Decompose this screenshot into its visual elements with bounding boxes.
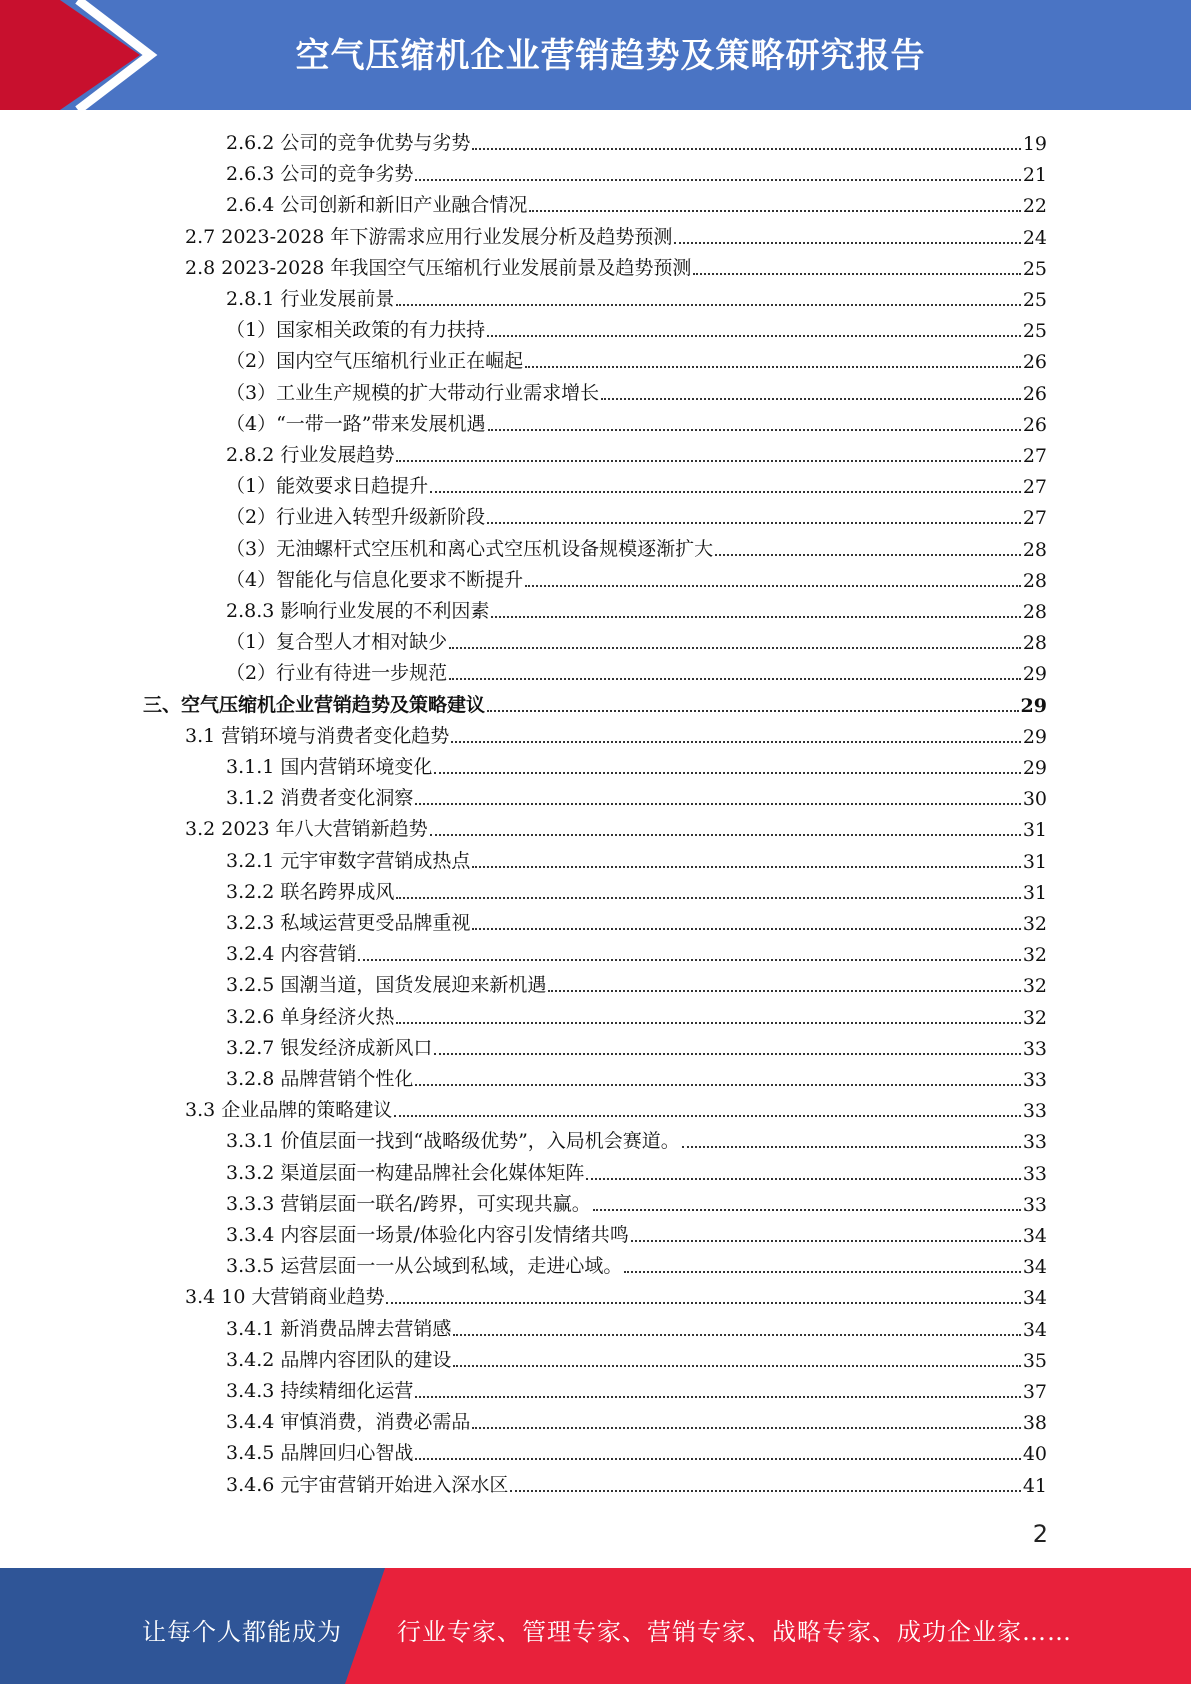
toc-entry[interactable] — [226, 657, 1047, 685]
toc-dot-leader — [434, 772, 1020, 774]
toc-entry-label: （3）无油螺杆式空压机和离心式空压机设备规模逐渐扩大 — [226, 537, 714, 560]
toc-entry[interactable] — [226, 408, 1047, 436]
toc-entry-page: 27 — [1022, 507, 1047, 530]
toc-dot-leader — [510, 1490, 1020, 1492]
toc-dot-leader — [525, 585, 1021, 587]
toc-entry-page: 29 — [1022, 663, 1047, 686]
toc-entry-page: 25 — [1022, 320, 1047, 343]
toc-entry[interactable] — [185, 1094, 1047, 1122]
toc-entry-label: 2.8.1 行业发展前景 — [226, 288, 395, 310]
toc-entry[interactable] — [226, 782, 1047, 810]
toc-entry-page: 38 — [1022, 1412, 1047, 1435]
toc-dot-leader — [415, 1396, 1020, 1398]
toc-entry-label: 3.2.7 银发经济成新风口 — [226, 1036, 433, 1059]
toc-dot-leader — [415, 1458, 1020, 1460]
toc-entry-label: 3.3.2 渠道层面一构建品牌社会化媒体矩阵 — [226, 1161, 585, 1184]
page-footer — [0, 1568, 1191, 1684]
toc-entry-label: 3.4.2 品牌内容团队的建设 — [226, 1348, 452, 1371]
toc-dot-leader — [358, 959, 1020, 961]
toc-dot-leader — [472, 1427, 1020, 1429]
toc-dot-leader — [430, 834, 1021, 836]
toc-dot-leader — [601, 398, 1021, 400]
toc-dot-leader — [415, 803, 1020, 805]
toc-dot-leader — [624, 1271, 1020, 1273]
toc-dot-leader — [394, 1115, 1021, 1117]
toc-entry-label: （1）国家相关政策的有力扶持 — [226, 319, 486, 342]
toc-entry-page: 32 — [1022, 1006, 1047, 1029]
toc-entry-label: （1）能效要求日趋提升 — [226, 475, 429, 498]
toc-entry-label: （4）智能化与信息化要求不断提升 — [226, 568, 524, 591]
toc-dot-leader — [472, 866, 1020, 868]
toc-entry-page: 33 — [1022, 1037, 1047, 1060]
toc-entry[interactable] — [226, 1375, 1047, 1403]
toc-entry-label: 2.8.2 行业发展趋势 — [226, 444, 395, 466]
toc-entry-label: 2.6.3 公司的竞争劣势 — [226, 163, 414, 186]
toc-entry-page: 31 — [1022, 881, 1047, 904]
toc-entry-page: 26 — [1022, 351, 1047, 374]
toc-entry-page: 31 — [1022, 819, 1047, 842]
toc-entry-page: 27 — [1022, 445, 1047, 467]
toc-entry-label: 3.2.6 单身经济火热 — [226, 1005, 395, 1028]
toc-entry-page: 37 — [1022, 1381, 1047, 1403]
toc-entry-label: 3.3.1 价值层面一找到“战略级优势”，入局机会赛道。 — [226, 1130, 680, 1153]
toc-entry[interactable] — [226, 1001, 1047, 1029]
toc-entry[interactable] — [185, 813, 1047, 841]
toc-entry-page: 33 — [1022, 1162, 1047, 1185]
toc-entry-label: 3.1.1 国内营销环境变化 — [226, 756, 433, 778]
toc-dot-leader — [396, 460, 1020, 462]
toc-entry-page: 34 — [1022, 1225, 1047, 1247]
toc-dot-leader — [472, 148, 1020, 150]
toc-entry-label: （2）行业有待进一步规范 — [226, 662, 448, 685]
toc-entry-page: 21 — [1022, 164, 1047, 187]
toc-entry[interactable] — [226, 470, 1047, 498]
toc-dot-leader — [434, 1053, 1020, 1055]
toc-entry-page: 29 — [1022, 725, 1047, 748]
toc-entry[interactable] — [226, 595, 1047, 623]
toc-entry-page: 27 — [1022, 476, 1047, 499]
report-title: 空气压缩机企业营销趋势及策略研究报告 — [295, 36, 926, 76]
toc-entry[interactable] — [226, 283, 1047, 311]
toc-entry[interactable] — [226, 158, 1047, 186]
footer-slogan-right: 行业专家、管理专家、营销专家、战略专家、成功企业家…… — [397, 1618, 1072, 1646]
toc-entry[interactable] — [226, 314, 1047, 342]
toc-entry-label: 三、空气压缩机企业营销趋势及策略建议 — [143, 693, 486, 716]
toc-entry-label: （2）国内空气压缩机行业正在崛起 — [226, 350, 524, 373]
toc-entry-page: 19 — [1022, 133, 1047, 155]
toc-entry-page: 34 — [1022, 1256, 1047, 1279]
toc-entry-page: 33 — [1022, 1131, 1047, 1154]
toc-entry[interactable] — [143, 689, 1047, 717]
footer-slogan-left: 让每个人都能成为 — [142, 1618, 342, 1646]
toc-dot-leader — [487, 710, 1019, 712]
toc-entry-page: 26 — [1022, 382, 1047, 405]
toc-entry-label: 2.6.4 公司创新和新旧产业融合情况 — [226, 194, 528, 217]
toc-entry[interactable] — [226, 1344, 1047, 1372]
toc-entry-page: 34 — [1022, 1287, 1047, 1310]
toc-entry-label: 3.2.3 私域运营更受品牌重视 — [226, 912, 471, 934]
toc-dot-leader — [415, 179, 1020, 181]
toc-entry-label: 3.2.2 联名跨界成风 — [226, 880, 395, 903]
toc-entry[interactable] — [226, 1406, 1047, 1434]
toc-dot-leader — [386, 1302, 1020, 1304]
toc-entry-label: 2.6.2 公司的竞争优势与劣势 — [226, 132, 471, 154]
toc-entry[interactable] — [185, 221, 1047, 249]
toc-dot-leader — [548, 990, 1020, 992]
toc-entry-page: 22 — [1022, 195, 1047, 218]
toc-entry-label: 2.8.3 影响行业发展的不利因素 — [226, 600, 490, 622]
toc-entry-label: 3.1.2 消费者变化洞察 — [226, 787, 414, 810]
toc-entry-page: 30 — [1022, 788, 1047, 811]
toc-entry-label: 3.4.5 品牌回归心智战 — [226, 1442, 414, 1465]
toc-entry-label: 3.4.3 持续精细化运营 — [226, 1380, 414, 1402]
toc-entry[interactable] — [185, 1281, 1047, 1309]
toc-entry[interactable] — [226, 439, 1047, 467]
toc-entry-page: 33 — [1022, 1100, 1047, 1123]
toc-entry-page: 35 — [1022, 1349, 1047, 1372]
toc-entry-label: 3.2.5 国潮当道，国货发展迎来新机遇 — [226, 974, 547, 997]
toc-entry[interactable] — [226, 626, 1047, 654]
toc-dot-leader — [472, 928, 1020, 930]
toc-dot-leader — [453, 1334, 1020, 1336]
toc-entry-label: （1）复合型人才相对缺少 — [226, 631, 448, 654]
toc-dot-leader — [415, 1084, 1020, 1086]
page-number: 2 — [1032, 1520, 1048, 1548]
toc-entry-page: 28 — [1022, 632, 1047, 655]
toc-dot-leader — [451, 741, 1021, 743]
toc-dot-leader — [449, 678, 1021, 680]
toc-entry[interactable] — [226, 845, 1047, 873]
toc-entry[interactable] — [226, 501, 1047, 529]
toc-dot-leader — [396, 1022, 1020, 1024]
toc-entry-label: 3.1 营销环境与消费者变化趋势 — [185, 724, 450, 747]
toc-entry-page: 28 — [1022, 601, 1047, 623]
toc-dot-leader — [430, 491, 1021, 493]
toc-entry-label: 3.2.1 元宇审数字营销成热点 — [226, 849, 471, 872]
toc-entry[interactable] — [226, 1063, 1047, 1091]
toc-entry-page: 24 — [1022, 226, 1047, 249]
toc-entry-label: 3.2.8 品牌营销个性化 — [226, 1068, 414, 1090]
toc-entry-page: 33 — [1022, 1193, 1047, 1216]
toc-dot-leader — [453, 1365, 1020, 1367]
toc-entry-label: 3.3.3 营销层面一联名/跨界，可实现共赢。 — [226, 1192, 591, 1215]
toc-entry-label: （2）行业进入转型升级新阶段 — [226, 506, 486, 529]
toc-entry-page: 41 — [1022, 1474, 1047, 1497]
toc-entry-label: 2.7 2023-2028 年下游需求应用行业发展分析及趋势预测 — [185, 225, 673, 248]
toc-entry[interactable] — [226, 1157, 1047, 1185]
toc-dot-leader — [487, 335, 1021, 337]
toc-dot-leader — [396, 304, 1020, 306]
toc-entry-page: 25 — [1022, 257, 1047, 280]
toc-dot-leader — [529, 210, 1020, 212]
toc-entry-label: 3.4.6 元宇宙营销开始进入深水区 — [226, 1473, 509, 1496]
toc-entry-page: 28 — [1022, 569, 1047, 592]
toc-entry-page: 32 — [1022, 944, 1047, 967]
toc-entry-label: 3.2 2023 年八大营销新趋势 — [185, 818, 428, 841]
toc-entry[interactable] — [226, 377, 1047, 405]
toc-dot-leader — [396, 897, 1020, 899]
toc-dot-leader — [488, 429, 1021, 431]
toc-entry-page: 28 — [1022, 538, 1047, 561]
toc-entry[interactable] — [226, 876, 1047, 904]
toc-entry-label: 3.4 10 大营销商业趋势 — [185, 1286, 385, 1309]
toc-entry-page: 29 — [1020, 694, 1047, 717]
toc-entry[interactable] — [226, 189, 1047, 217]
toc-entry-label: 3.3.4 内容层面一场景/体验化内容引发情绪共鸣 — [226, 1224, 629, 1246]
toc-entry[interactable] — [226, 1219, 1047, 1247]
toc-entry-label: 2.8 2023-2028 年我国空气压缩机行业发展前景及趋势预测 — [185, 256, 692, 279]
toc-dot-leader — [586, 1178, 1020, 1180]
toc-dot-leader — [525, 366, 1021, 368]
toc-entry-page: 32 — [1022, 975, 1047, 998]
toc-dot-leader — [593, 1209, 1021, 1211]
toc-entry[interactable] — [226, 1469, 1047, 1497]
toc-dot-leader — [693, 273, 1020, 275]
toc-entry-page: 26 — [1022, 413, 1047, 436]
toc-entry-page: 34 — [1022, 1318, 1047, 1341]
toc-entry-label: 3.3 企业品牌的策略建议 — [185, 1099, 393, 1122]
toc-entry-page: 25 — [1022, 289, 1047, 311]
toc-entry-page: 33 — [1022, 1069, 1047, 1091]
toc-entry-label: 3.4.4 审慎消费，消费必需品 — [226, 1411, 471, 1434]
toc-entry[interactable] — [185, 252, 1047, 280]
toc-entry-label: 3.3.5 运营层面一一从公域到私域，走进心域。 — [226, 1255, 623, 1278]
toc-entry-label: 3.2.4 内容营销 — [226, 943, 357, 966]
toc-entry[interactable] — [226, 564, 1047, 592]
toc-entry[interactable] — [185, 720, 1047, 748]
toc-entry[interactable] — [226, 1188, 1047, 1216]
toc-entry[interactable] — [226, 938, 1047, 966]
toc-entry-label: （3）工业生产规模的扩大带动行业需求增长 — [226, 381, 600, 404]
toc-entry[interactable] — [226, 907, 1047, 935]
toc-dot-leader — [631, 1240, 1021, 1242]
toc-dot-leader — [715, 554, 1021, 556]
toc-entry[interactable] — [226, 345, 1047, 373]
toc-entry[interactable] — [226, 533, 1047, 561]
toc-entry-label: 3.4.1 新消费品牌去营销感 — [226, 1317, 452, 1340]
toc-entry[interactable] — [226, 127, 1047, 155]
toc-entry[interactable] — [226, 1437, 1047, 1465]
toc-entry-page: 29 — [1022, 757, 1047, 779]
toc-entry-page: 31 — [1022, 850, 1047, 873]
toc-entry[interactable] — [226, 1032, 1047, 1060]
toc-entry-page: 32 — [1022, 913, 1047, 935]
page-header — [0, 0, 1191, 110]
toc-entry[interactable] — [226, 751, 1047, 779]
toc-dot-leader — [682, 1146, 1021, 1148]
toc-entry-page: 40 — [1022, 1443, 1047, 1466]
toc-entry[interactable] — [226, 1125, 1047, 1153]
toc-dot-leader — [449, 647, 1021, 649]
toc-dot-leader — [674, 242, 1020, 244]
toc-entry[interactable] — [226, 969, 1047, 997]
toc-dot-leader — [491, 616, 1020, 618]
toc-entry-label: （4）“一带一路”带来发展机遇 — [226, 412, 486, 435]
toc-dot-leader — [487, 522, 1021, 524]
toc-entry[interactable] — [226, 1250, 1047, 1278]
toc-entry[interactable] — [226, 1313, 1047, 1341]
